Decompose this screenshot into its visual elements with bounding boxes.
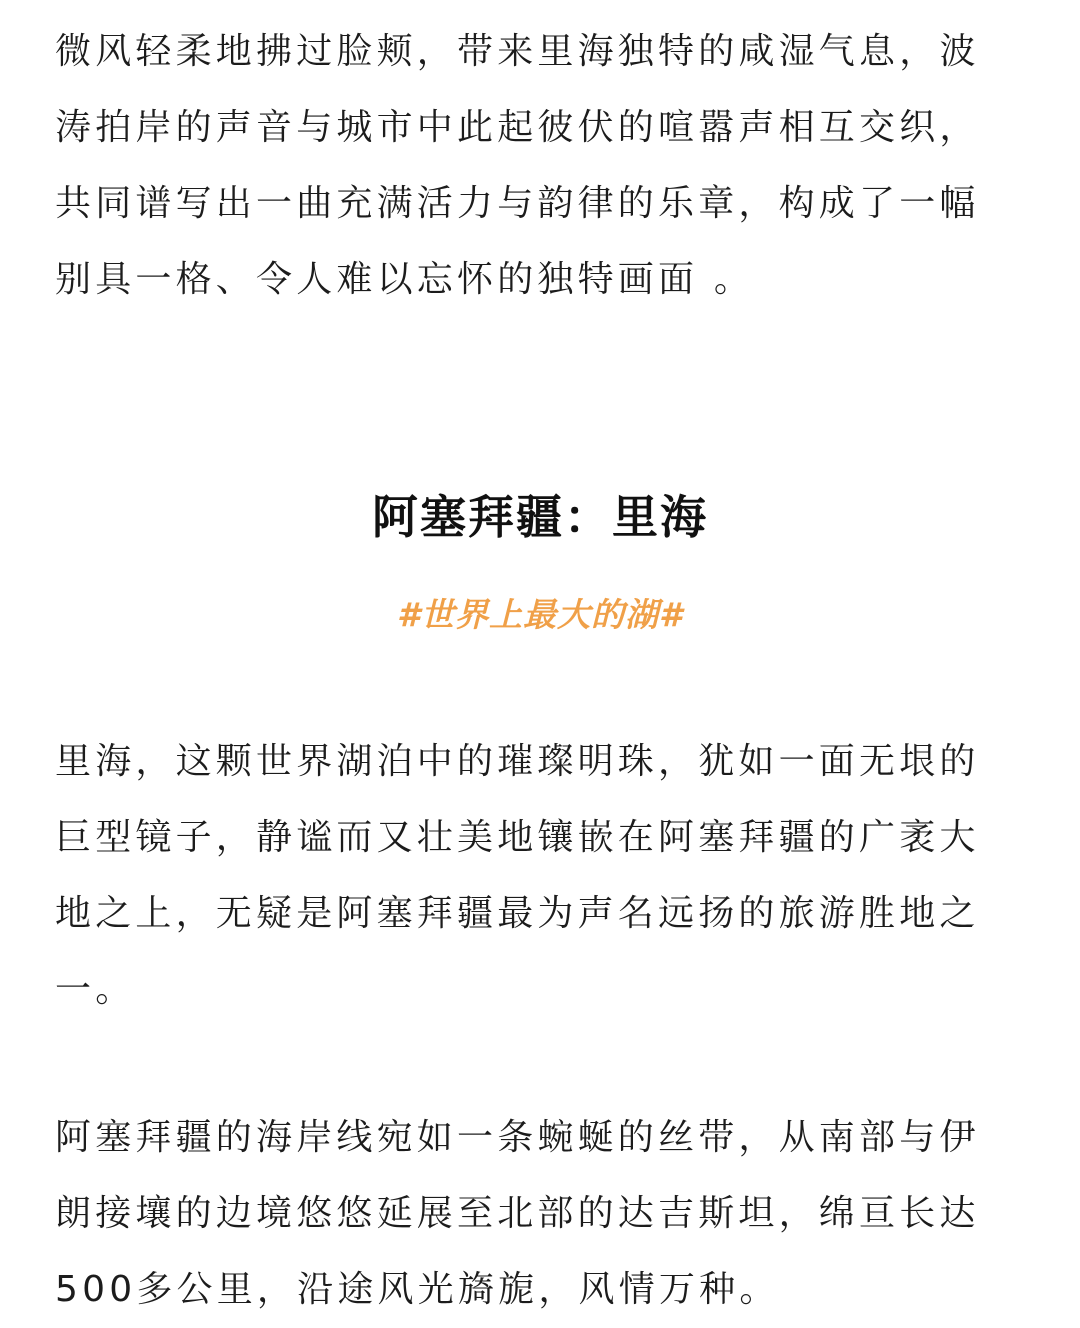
- paragraph-line: 微风轻柔地拂过脸颊，带来里海独特的咸湿气息，波: [55, 31, 980, 72]
- paragraph-line: 共同谱写出一曲充满活力与韵律的乐章，构成了一幅: [55, 183, 980, 224]
- caspian-intro-paragraph: [55, 724, 1025, 1028]
- intro-paragraph: [55, 14, 1025, 318]
- section-hashtag: #世界上最大的湖#: [397, 595, 683, 634]
- paragraph-line: 阿塞拜疆的海岸线宛如一条蜿蜒的丝带，从南部与伊: [55, 1117, 980, 1158]
- coastline-paragraph: [55, 1100, 1025, 1328]
- paragraph-line: 巨型镜子，静谧而又壮美地镶嵌在阿塞拜疆的广袤大: [55, 817, 980, 858]
- paragraph-line: 地之上，无疑是阿塞拜疆最为声名远扬的旅游胜地之: [55, 893, 980, 934]
- paragraph-line: 500多公里，沿途风光旖旎，风情万种。: [55, 1269, 780, 1310]
- paragraph-line: 朗接壤的边境悠悠延展至北部的达吉斯坦，绵亘长达: [55, 1193, 980, 1234]
- paragraph-line: 别具一格、令人难以忘怀的独特画面 。: [55, 259, 755, 300]
- section-title: 阿塞拜疆：里海: [372, 490, 708, 544]
- paragraph-line: 里海，这颗世界湖泊中的璀璨明珠，犹如一面无垠的: [55, 741, 980, 782]
- paragraph-line: 一。: [55, 969, 136, 1010]
- paragraph-line: 涛拍岸的声音与城市中此起彼伏的喧嚣声相互交织，: [55, 107, 980, 148]
